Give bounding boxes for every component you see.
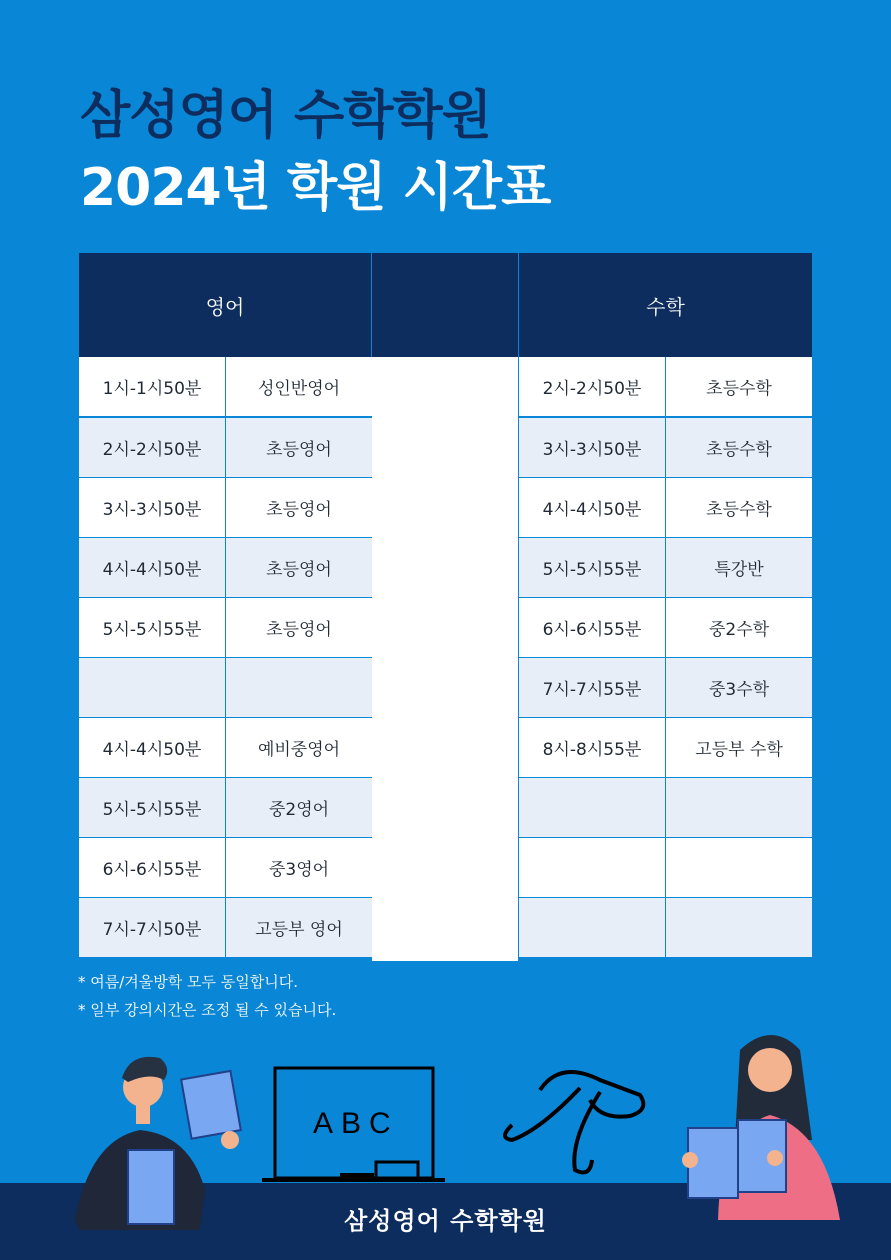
title-line-2: 2024년 학원 시간표 xyxy=(80,158,551,218)
time-cell: 8시-8시55분 xyxy=(519,718,665,777)
class-cell: 중2수학 xyxy=(666,598,812,657)
header-middle xyxy=(372,253,518,357)
note-item: * 여름/겨울방학 모두 동일합니다. xyxy=(78,973,298,991)
header-english: 영어 xyxy=(79,253,371,357)
class-cell xyxy=(666,778,812,837)
class-cell: 중2영어 xyxy=(226,778,372,837)
time-cell xyxy=(519,778,665,837)
time-cell: 4시-4시50분 xyxy=(519,478,665,537)
time-cell: 3시-3시50분 xyxy=(519,418,665,477)
time-cell: 7시-7시55분 xyxy=(519,658,665,717)
class-cell: 특강반 xyxy=(666,538,812,597)
girl-reading-illustration xyxy=(682,1035,840,1220)
title-line-1: 삼성영어 수학학원 xyxy=(80,86,491,146)
time-cell: 5시-5시55분 xyxy=(79,598,225,657)
class-cell: 고등부 영어 xyxy=(226,898,372,957)
time-cell: 3시-3시50분 xyxy=(79,478,225,537)
footer-title: 삼성영어 수학학원 xyxy=(344,1207,547,1235)
time-cell: 6시-6시55분 xyxy=(79,838,225,897)
class-cell: 초등수학 xyxy=(666,357,812,416)
time-cell: 1시-1시50분 xyxy=(79,357,225,416)
class-cell: 초등수학 xyxy=(666,478,812,537)
class-cell: 중3영어 xyxy=(226,838,372,897)
class-cell xyxy=(666,838,812,897)
time-cell: 4시-4시50분 xyxy=(79,718,225,777)
note-item: * 일부 강의시간은 조정 될 수 있습니다. xyxy=(78,1001,337,1019)
class-cell xyxy=(226,658,372,717)
time-cell: 2시-2시50분 xyxy=(79,418,225,477)
class-cell: 초등영어 xyxy=(226,598,372,657)
middle-gap-column xyxy=(372,357,518,961)
class-cell: 고등부 수학 xyxy=(666,718,812,777)
class-cell: 예비중영어 xyxy=(226,718,372,777)
class-cell: 초등영어 xyxy=(226,478,372,537)
time-cell xyxy=(79,658,225,717)
notes xyxy=(78,968,336,1024)
class-cell xyxy=(666,898,812,957)
time-cell: 7시-7시50분 xyxy=(79,898,225,957)
timetable xyxy=(79,253,812,961)
time-cell: 2시-2시50분 xyxy=(519,357,665,416)
time-cell xyxy=(519,838,665,897)
board-text: ABC xyxy=(313,1107,399,1140)
class-cell: 초등영어 xyxy=(226,418,372,477)
class-cell: 초등영어 xyxy=(226,538,372,597)
pi-symbol-icon xyxy=(505,1072,643,1172)
class-cell: 중3수학 xyxy=(666,658,812,717)
time-cell: 4시-4시50분 xyxy=(79,538,225,597)
time-cell: 6시-6시55분 xyxy=(519,598,665,657)
time-cell xyxy=(519,898,665,957)
class-cell: 성인반영어 xyxy=(226,357,372,416)
chalkboard-illustration xyxy=(262,1068,445,1180)
time-cell: 5시-5시55분 xyxy=(79,778,225,837)
class-cell: 초등수학 xyxy=(666,418,812,477)
time-cell: 5시-5시55분 xyxy=(519,538,665,597)
header-math: 수학 xyxy=(519,253,812,357)
